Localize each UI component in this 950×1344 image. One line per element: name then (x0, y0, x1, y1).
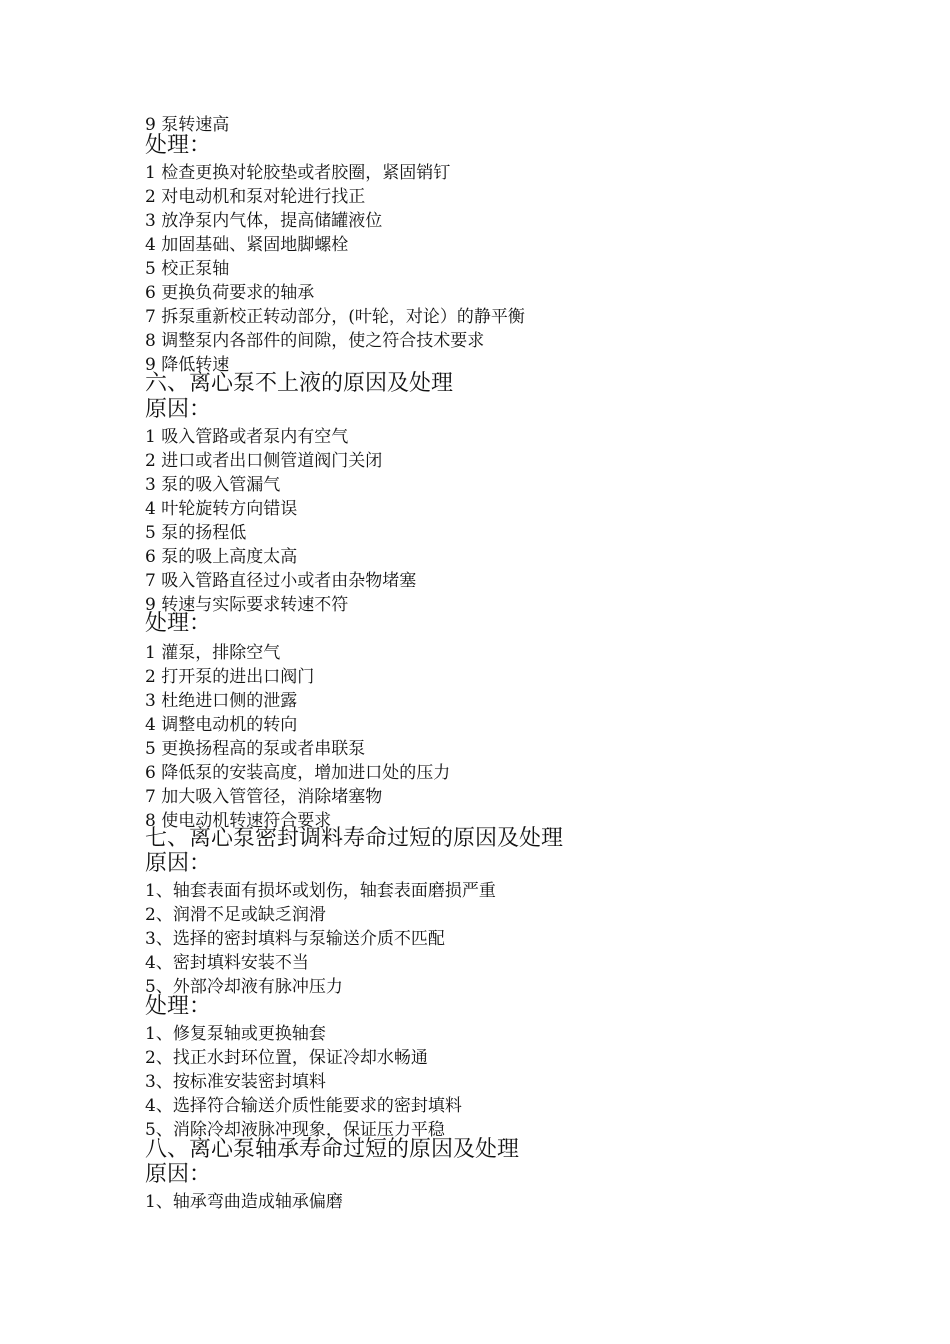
list-item: 5 校正泵轴 (145, 259, 230, 279)
list-item: 9 降低转速 (145, 355, 230, 375)
list-item: 1 吸入管路或者泵内有空气 (145, 427, 349, 447)
section-heading: 六、离心泵不上液的原因及处理 (145, 371, 454, 396)
list-item: 3 泵的吸入管漏气 (145, 475, 281, 495)
list-item: 1 检查更换对轮胶垫或者胶圈，紧固销钉 (145, 163, 451, 183)
list-item: 2、润滑不足或缺乏润滑 (145, 905, 326, 925)
list-item: 3、按标准安装密封填料 (145, 1072, 326, 1092)
list-item: 2 进口或者出口侧管道阀门关闭 (145, 451, 383, 471)
list-item: 4 加固基础、紧固地脚螺栓 (145, 235, 349, 255)
list-item: 9 泵转速高 (145, 115, 230, 135)
list-item: 3、选择的密封填料与泵输送介质不匹配 (145, 929, 445, 949)
list-item: 7 拆泵重新校正转动部分，(叶轮，对论）的静平衡 (145, 307, 525, 327)
list-item: 4、选择符合输送介质性能要求的密封填料 (145, 1096, 462, 1116)
section-label: 原因： (145, 1162, 212, 1187)
list-item: 7 吸入管路直径过小或者由杂物堵塞 (145, 571, 417, 591)
list-item: 2 对电动机和泵对轮进行找正 (145, 187, 366, 207)
list-item: 5、外部冷却液有脉冲压力 (145, 977, 343, 997)
list-item: 4 叶轮旋转方向错误 (145, 499, 298, 519)
section-label: 处理： (145, 611, 212, 636)
section-label: 原因： (145, 851, 212, 876)
list-item: 3 杜绝进口侧的泄露 (145, 691, 298, 711)
list-item: 5、消除冷却液脉冲现象，保证压力平稳 (145, 1120, 445, 1140)
list-item: 7 加大吸入管管径，消除堵塞物 (145, 787, 383, 807)
list-item: 6 更换负荷要求的轴承 (145, 283, 315, 303)
list-item: 2 打开泵的进出口阀门 (145, 667, 315, 687)
section-heading: 八、离心泵轴承寿命过短的原因及处理 (145, 1137, 520, 1162)
list-item: 4、密封填料安装不当 (145, 953, 309, 973)
list-item: 1、轴承弯曲造成轴承偏磨 (145, 1192, 343, 1212)
section-label: 处理： (145, 994, 212, 1019)
list-item: 9 转速与实际要求转速不符 (145, 595, 349, 615)
list-item: 1、修复泵轴或更换轴套 (145, 1024, 326, 1044)
list-item: 5 泵的扬程低 (145, 523, 247, 543)
section-label: 处理： (145, 133, 212, 158)
list-item: 1 灌泵，排除空气 (145, 643, 281, 663)
list-item: 6 降低泵的安装高度，增加进口处的压力 (145, 763, 451, 783)
section-label: 原因： (145, 397, 212, 422)
list-item: 5 更换扬程高的泵或者串联泵 (145, 739, 366, 759)
section-heading: 七、离心泵密封调料寿命过短的原因及处理 (145, 826, 564, 851)
list-item: 8 使电动机转速符合要求 (145, 811, 332, 831)
list-item: 8 调整泵内各部件的间隙，使之符合技术要求 (145, 331, 485, 351)
list-item: 2、找正水封环位置，保证冷却水畅通 (145, 1048, 428, 1068)
list-item: 3 放净泵内气体，提高储罐液位 (145, 211, 383, 231)
list-item: 4 调整电动机的转向 (145, 715, 298, 735)
list-item: 1、轴套表面有损坏或划伤，轴套表面磨损严重 (145, 881, 496, 901)
list-item: 6 泵的吸上高度太高 (145, 547, 298, 567)
